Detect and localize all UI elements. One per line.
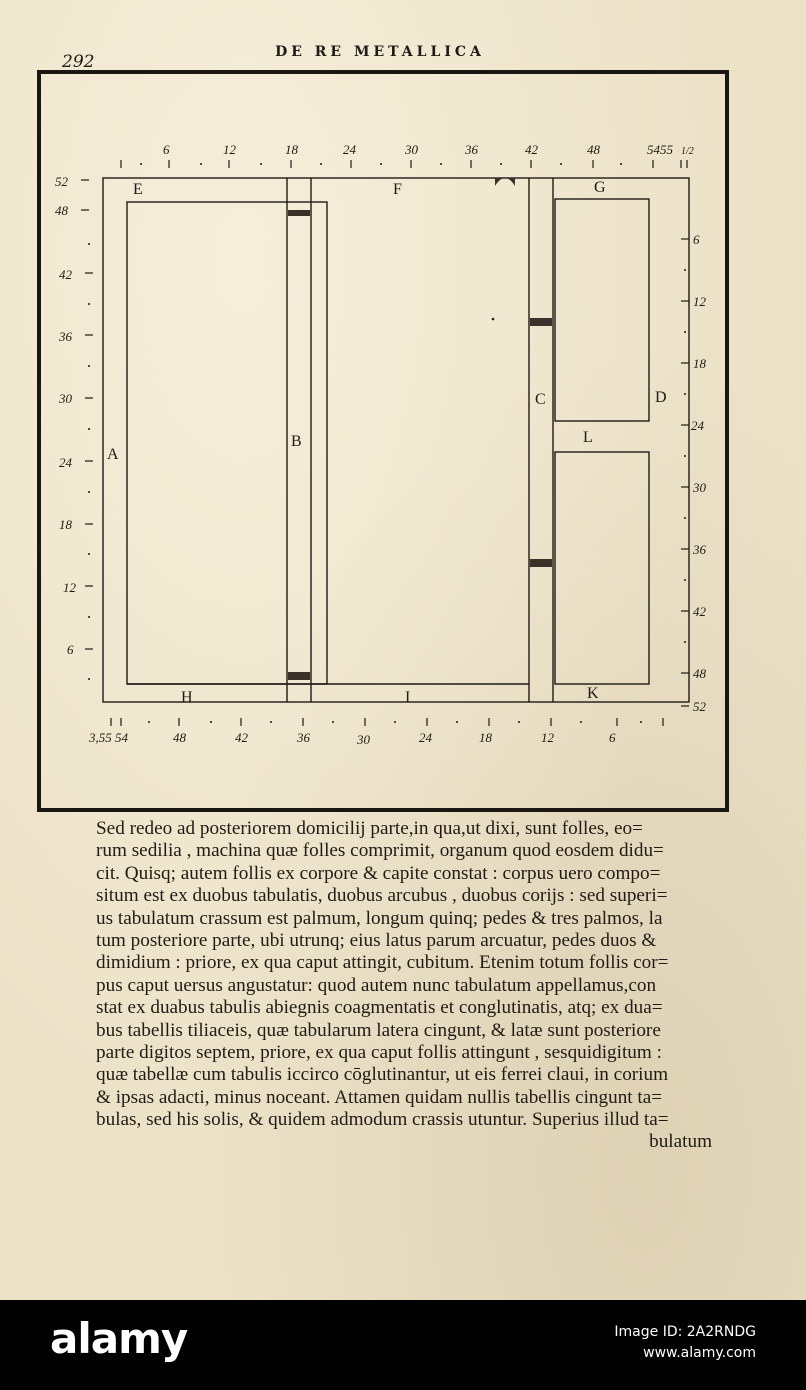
bottom-tick-24: 24 xyxy=(419,730,432,745)
letter-e: E xyxy=(133,181,143,198)
left-scale xyxy=(55,174,77,657)
right-scale-ticks xyxy=(681,239,689,706)
right-tick-18: 18 xyxy=(693,356,706,371)
right-tick-24: 24 xyxy=(691,418,704,433)
top-tick-30: 30 xyxy=(405,142,418,157)
top-tick-18: 18 xyxy=(285,142,298,157)
letter-c: C xyxy=(535,391,546,408)
left-tick-48: 48 xyxy=(55,203,68,218)
text-line: tum posteriore parte, ubi utrunq; eius latus parum arcuatur, pedes duos & xyxy=(96,929,657,951)
top-tick-36: 36 xyxy=(465,142,478,157)
top-tick-24: 24 xyxy=(343,142,356,157)
text-line: quæ tabellæ cum tabulis iccirco cōglutinantur, ut eis ferrei claui, in corium xyxy=(96,1064,669,1086)
scale-dots xyxy=(88,163,686,723)
text-line: & ipsas adacti, minus noceant. Attamen quidam nullis tabellis cingunt ta= xyxy=(96,1086,663,1108)
left-tick-18: 18 xyxy=(59,517,72,532)
text-line: parte digitos septem, priore, ex qua caput follis attingunt , sesquidigitum : xyxy=(96,1041,662,1063)
letter-i: I xyxy=(405,689,411,706)
right-tick-48: 48 xyxy=(693,666,706,681)
catchword: bulatum xyxy=(649,1131,712,1153)
outer-frame xyxy=(103,178,689,702)
text-line: situm est ex duobus tabulatis, duobus arcubus , duobus corijs : sed superi= xyxy=(96,885,668,907)
site-url[interactable]: www.alamy.com xyxy=(643,1345,756,1361)
right-tick-6: 6 xyxy=(693,232,700,247)
image-id: Image ID: 2A2RNDG xyxy=(614,1324,756,1340)
letter-d: D xyxy=(655,389,667,406)
bellows-plan-figure xyxy=(37,70,729,812)
bottom-tick-6: 6 xyxy=(609,730,616,745)
left-tick-6: 6 xyxy=(67,642,74,657)
top-tick-6: 6 xyxy=(163,142,170,157)
bottom-scale xyxy=(88,730,616,747)
right-scale xyxy=(691,232,707,714)
letter-a: A xyxy=(107,446,119,463)
page-number: 292 xyxy=(62,52,95,72)
text-line: cit. Quisq; autem follis ex corpore & capite constat : corpus uero compo= xyxy=(96,862,661,884)
right-tick-30: 30 xyxy=(693,480,706,495)
bottom-tick-36: 36 xyxy=(297,730,310,745)
top-scale xyxy=(163,142,694,157)
body-text xyxy=(96,818,712,1154)
left-tick-30: 30 xyxy=(59,391,72,406)
left-tick-36: 36 xyxy=(59,329,72,344)
alamy-logo[interactable]: alamy xyxy=(50,1314,188,1363)
chamber-g xyxy=(555,199,649,421)
text-line: bulas, sed his solis, & quidem admodum crassis utuntur. Superius illud ta= xyxy=(96,1109,669,1131)
text-line: rum sedilia , machina quæ folles comprimit, organum quod eosdem didu= xyxy=(96,840,664,862)
left-tick-12: 12 xyxy=(63,580,76,595)
figure-letters xyxy=(107,179,667,706)
text-line: pus caput uersus angustatur: quod autem nunc tabulatum appellamus,con xyxy=(96,974,657,996)
left-tick-52: 52 xyxy=(55,174,68,189)
bottom-tick-12: 12 xyxy=(541,730,554,745)
text-line: bus tabellis tiliaceis, quæ tabularum latera cingunt, & latæ sunt posteriore xyxy=(96,1019,661,1041)
right-tick-12: 12 xyxy=(693,294,706,309)
bottom-tick-30: 30 xyxy=(357,732,370,747)
bottom-tick-55-54: 3,55 54 xyxy=(89,730,128,745)
right-tick-36: 36 xyxy=(693,542,706,557)
bottom-tick-48: 48 xyxy=(173,730,186,745)
top-scale-ticks xyxy=(121,160,687,168)
figure-drawing xyxy=(41,74,725,808)
bottom-tick-42: 42 xyxy=(235,730,248,745)
top-tick-48: 48 xyxy=(587,142,600,157)
right-tick-52: 52 xyxy=(693,699,706,714)
left-tick-42: 42 xyxy=(59,267,72,282)
left-scale-ticks xyxy=(81,180,93,649)
letter-b: B xyxy=(291,433,302,450)
letter-f: F xyxy=(393,181,402,198)
right-tick-42: 42 xyxy=(693,604,706,619)
letter-l: L xyxy=(583,429,593,446)
running-title: DE RE METALLICA xyxy=(275,44,485,60)
text-line: stat ex duabus tabulis abiegnis coagmentatis et conglutinatis, atq; ex dua= xyxy=(96,997,663,1019)
image-credit xyxy=(614,1322,756,1364)
text-line: dimidium : priore, ex qua caput attingit, cubitum. Etenim totum follis cor= xyxy=(96,952,669,974)
top-tick-42: 42 xyxy=(525,142,538,157)
chamber-k xyxy=(555,452,649,684)
text-line: us tabulatum crassum est palmum, longum quinq; pedes & tres palmos, la xyxy=(96,907,663,929)
letter-g: G xyxy=(594,179,606,196)
top-tick-5455: 5455 xyxy=(647,142,673,157)
letter-h: H xyxy=(181,689,193,706)
top-tick-half: 1/2 xyxy=(681,146,694,157)
text-line: Sed redeo ad posteriorem domicilij parte,in qua,ut dixi, sunt folles, eo= xyxy=(96,818,643,839)
bottom-tick-18: 18 xyxy=(479,730,492,745)
letter-k: K xyxy=(587,685,599,702)
top-tick-12: 12 xyxy=(223,142,236,157)
left-tick-24: 24 xyxy=(59,455,72,470)
